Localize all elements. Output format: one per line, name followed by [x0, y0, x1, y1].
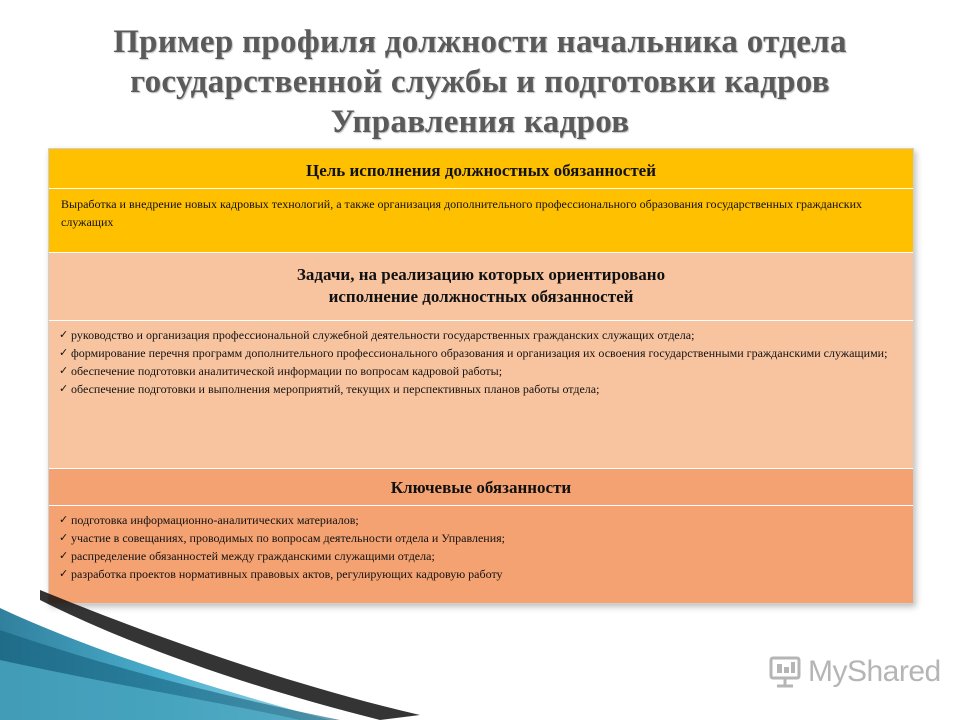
task-item: ✓ обеспечение подготовки и выполнения мероприятий, текущих и перспективных планов работы отдела; [59, 380, 905, 398]
tasks-header-line-1: Задачи, на реализацию которых ориентировано [296, 265, 666, 284]
title-line-3: Управления кадров [330, 104, 630, 140]
presentation-icon [768, 655, 802, 689]
duty-item: ✓ участие в совещаниях, проводимых по вопросам деятельности отдела и Управления; [59, 529, 905, 547]
goal-header: Цель исполнения должностных обязанностей [49, 149, 913, 189]
tasks-list-cell [49, 321, 913, 469]
logo-text: MyShared [808, 655, 941, 688]
myshared-logo [768, 655, 941, 689]
job-profile-table [48, 148, 914, 604]
title-line-1: Пример профиля должности начальника отдела [113, 24, 847, 60]
tasks-list [59, 326, 905, 398]
slide-title [60, 22, 900, 142]
duty-item: ✓ распределение обязанностей между гражданскими служащими отдела; [59, 547, 905, 565]
tasks-header-line-2: исполнение должностных обязанностей [328, 287, 634, 306]
tasks-header [49, 253, 913, 321]
task-item: ✓ обеспечение подготовки аналитической информации по вопросам кадровой работы; [59, 362, 905, 380]
goal-text: Выработка и внедрение новых кадровых технологий, а также организация дополнительного профессионального образования государственных гражданских служащих [49, 189, 913, 253]
duty-item: ✓ подготовка информационно-аналитических материалов; [59, 511, 905, 529]
duty-item: ✓ разработка проектов нормативных правовых актов, регулирующих кадровую работу [59, 565, 905, 583]
duties-list [59, 511, 905, 583]
corner-wave-decoration [0, 590, 420, 720]
duties-list-cell [49, 506, 913, 603]
task-item: ✓ руководство и организация профессиональной служебной деятельности государственных гражданских служащих отдела; [59, 326, 905, 344]
title-line-2: государственной службы и подготовки кадров [130, 64, 830, 100]
task-item: ✓ формирование перечня программ дополнительного профессионального образования и организация их освоения государственными гражданскими служащими; [59, 344, 905, 362]
duties-header: Ключевые обязанности [49, 469, 913, 506]
